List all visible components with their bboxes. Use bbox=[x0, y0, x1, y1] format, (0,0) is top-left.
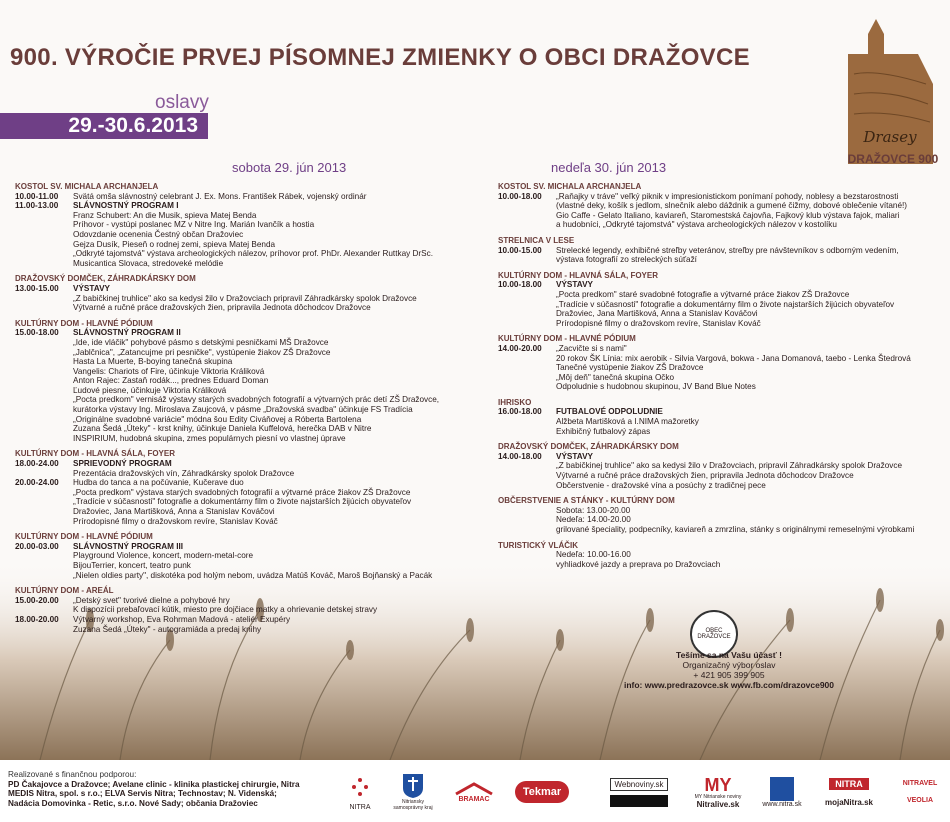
event-time: 10.00-11.00 bbox=[15, 191, 59, 201]
logo-script: Drasey bbox=[863, 128, 917, 146]
sponsor-logo-nitravel: NITRAVEL VEOLIA bbox=[902, 780, 938, 804]
schedule-line bbox=[15, 259, 439, 269]
event-detail: Gio Caffe - Gelato Italiano, kaviareň, Staromestská čajovňa, Fajkový klub výstava fajok, maliari bbox=[556, 210, 900, 220]
sponsor-logo-webnoviny: Webnoviny.sk bbox=[608, 770, 670, 814]
schedule-line bbox=[498, 354, 914, 364]
event-detail: „Z babičkinej truhlice" ako sa kedysi žilo v Dražovciach pripravil Záhradkársky spolok Dražovce bbox=[73, 293, 417, 303]
event-title: VÝSTAVY bbox=[556, 280, 594, 290]
event-time: 18.00-20.00 bbox=[15, 614, 59, 624]
venue-heading: DRAŽOVSKÝ DOMČEK, ZÁHRADKÁRSKY DOM bbox=[15, 274, 196, 284]
schedule-line bbox=[15, 338, 439, 348]
oslavy-label: oslavy bbox=[155, 92, 209, 113]
event-time: 11.00-13.00 bbox=[15, 201, 59, 211]
contact-block bbox=[604, 650, 854, 690]
event-title: SPRIEVODNÝ PROGRAM bbox=[73, 459, 172, 469]
schedule-line bbox=[15, 625, 439, 635]
schedule-line bbox=[498, 427, 914, 437]
schedule-line bbox=[498, 255, 914, 265]
event-detail: Tanečné vystúpenie žiakov ZŠ Dražovce bbox=[556, 363, 704, 373]
schedule-section bbox=[15, 274, 439, 312]
event-detail: „Ide, ide vláčik" pohybové pásmo s detskými pesničkami MŠ Dražovce bbox=[73, 337, 329, 347]
event-detail: a hudobníci, „Odkryté tajomstvá" výstava archeologických nálezov v kostolíku bbox=[556, 220, 837, 230]
event-detail: BijouTerrier, koncert, teatro punk bbox=[73, 560, 191, 570]
event-time: 14.00-20.00 bbox=[498, 343, 542, 353]
schedule-line bbox=[498, 407, 914, 417]
schedule-section bbox=[15, 182, 439, 268]
sponsor-logo-my: MY MY Nitrianske noviny Nitralive.sk bbox=[694, 774, 742, 809]
schedule-line bbox=[15, 551, 439, 561]
schedule-line bbox=[15, 596, 439, 606]
event-detail: Príhovor - vystúpi poslanec MZ v Nitre Ing. Marián Ivančík a hostia bbox=[73, 220, 315, 230]
event-detail: „Z babičkinej truhlice" ako sa kedysi žilo v Dražovciach, pripravil Záhradkársky spolok Dražovce bbox=[556, 461, 903, 471]
schedule-section bbox=[498, 334, 914, 392]
schedule-line bbox=[498, 211, 914, 221]
schedule-line bbox=[15, 571, 439, 581]
schedule-line bbox=[15, 415, 439, 425]
event-detail: „Nielen oldies party", diskotéka pod holým nebom, uvádza Matúš Kováč, Maroš Bojňanský a Pacák bbox=[73, 570, 433, 580]
venue-heading: KULTÚRNY DOM - HLAVNÁ SÁLA, FOYER bbox=[15, 449, 175, 459]
event-detail: Vangelis: Chariots of Fire, účinkuje Viktoria Králiková bbox=[73, 366, 265, 376]
event-detail: Dražoviec, Jana Martišková, Anna a Stanislav Kováčovi bbox=[556, 309, 758, 319]
schedule-line bbox=[15, 192, 439, 202]
contact-phone: + 421 905 399 905 bbox=[693, 670, 765, 680]
sponsor-logo-nsk: Nitriansky samosprávny kraj bbox=[388, 770, 438, 814]
schedule-line bbox=[498, 525, 914, 535]
event-detail: Prírodopisné filmy o dražovskom revíre, Stanislav Kováč bbox=[73, 516, 278, 526]
event-detail: Gejza Dusík, Pieseň o rodnej zemi, spieva Matej Benda bbox=[73, 239, 276, 249]
event-detail: Zuzana Šedá „Úteky" - krst knihy, účinkuje Daniela Kuffelová, herečka DAB v Nitre bbox=[73, 424, 372, 434]
sponsors-lead: Realizované s finančnou podporou: bbox=[8, 770, 137, 779]
venue-heading: KOSTOL SV. MICHALA ARCHANJELA bbox=[15, 182, 159, 191]
schedule-section bbox=[498, 496, 914, 534]
sponsors-text bbox=[8, 770, 300, 808]
venue-heading: KOSTOL SV. MICHALA ARCHANJELA bbox=[498, 182, 642, 191]
event-time: 14.00-18.00 bbox=[498, 451, 542, 461]
event-detail: Nedeľa: 10.00-16.00 bbox=[556, 550, 631, 560]
event-detail: Nedeľa: 14.00-20.00 bbox=[556, 515, 631, 525]
event-detail: Svätá omša slávnostný celebrant J. Ex. Mons. František Rábek, vojenský ordinár bbox=[73, 191, 367, 201]
venue-heading: KULTÚRNY DOM - HLAVNÉ PÓDIUM bbox=[15, 532, 153, 542]
schedule-line bbox=[15, 459, 439, 469]
schedule-section bbox=[498, 236, 914, 265]
schedule-line bbox=[15, 424, 439, 434]
day1-heading: sobota 29. jún 2013 bbox=[232, 160, 347, 175]
schedule-line bbox=[15, 348, 439, 358]
sponsor-logo-tekmar: Tekmar bbox=[512, 770, 572, 814]
schedule-line bbox=[15, 542, 439, 552]
event-time: 13.00-15.00 bbox=[15, 283, 59, 293]
schedule-line bbox=[498, 382, 914, 392]
schedule-line bbox=[498, 192, 914, 202]
event-detail: Exhibičný futbalový zápas bbox=[556, 426, 651, 436]
venue-heading: TURISTICKÝ VLÁČIK bbox=[498, 540, 578, 550]
event-detail: „Pocta predkom" vernisáž výstavy starých svadobných fotografií a výtvarných prác detí ZŠ Dražovce, bbox=[73, 395, 440, 405]
schedule-section bbox=[15, 532, 439, 580]
schedule-line bbox=[498, 560, 914, 570]
event-detail: Sobota: 13.00-20.00 bbox=[556, 505, 631, 515]
schedule-line bbox=[498, 373, 914, 383]
schedule-line bbox=[15, 395, 439, 405]
schedule-section bbox=[498, 398, 914, 436]
event-title: SLÁVNOSTNÝ PROGRAM III bbox=[73, 541, 184, 551]
schedule-line bbox=[498, 344, 914, 354]
schedule-line bbox=[15, 497, 439, 507]
venue-heading: KULTÚRNY DOM - HLAVNÉ PÓDIUM bbox=[498, 334, 636, 344]
event-detail: výstava fotografií zo streleckých súťaží bbox=[556, 255, 697, 265]
event-detail: grilované špeciality, podpecníky, kaviareň a zmrzlina, stánky s originálnymi remeselnými výrobkami bbox=[556, 525, 915, 534]
schedule-line bbox=[15, 220, 439, 230]
event-time: 18.00-24.00 bbox=[15, 459, 59, 469]
schedule-line bbox=[15, 605, 439, 615]
event-detail: „Môj deň" tanečná skupina Očko bbox=[556, 372, 675, 382]
sponsor-logo-bramac: BRAMAC bbox=[446, 770, 502, 814]
event-detail: Občerstvenie - dražovské vína a posúchy z tradičnej pece bbox=[556, 480, 766, 490]
schedule-line bbox=[15, 478, 439, 488]
event-detail: „Tradície v súčasnosti" fotografie a dokumentárny film o živote najstarších žijúcich obyvateľov bbox=[73, 497, 412, 507]
day1-schedule bbox=[15, 182, 439, 640]
venue-heading: KULTÚRNY DOM - AREÁL bbox=[15, 586, 114, 596]
schedule-line bbox=[498, 290, 914, 300]
schedule-line bbox=[498, 417, 914, 427]
schedule-line bbox=[15, 201, 439, 211]
event-detail: Výtvarný workshop, Eva Rohrman Madová - ateliér Exupéry bbox=[73, 614, 291, 624]
event-detail: „Tradície v súčasnosti" fotografie a dokumentárny film o živote najstarších žijúcich obyvateľov bbox=[556, 299, 895, 309]
event-detail: 20 rokov ŠK Línia: mix aerobik - Silvia Vargová, bokwa - Jana Domanová, taebo - Lenka Štedrová bbox=[556, 353, 911, 363]
event-detail: Výtvarné a ručné práce dražovských žien, pripravila Jednota dôchodcov Dražovce bbox=[556, 471, 854, 481]
event-detail: Hasta La Muerte, B-boying tanečná skupina bbox=[73, 357, 233, 367]
event-detail: Anton Rajec: Zastaň rodák..., prednes Eduard Doman bbox=[73, 376, 269, 386]
venue-heading: OBČERSTVENIE A STÁNKY - KULTÚRNY DOM bbox=[498, 496, 675, 506]
schedule-line bbox=[15, 211, 439, 221]
schedule-line bbox=[15, 434, 439, 444]
venue-heading: IHRISKO bbox=[498, 397, 532, 407]
event-time: 15.00-20.00 bbox=[15, 595, 59, 605]
event-title: SLÁVNOSTNÝ PROGRAM II bbox=[73, 328, 181, 338]
church-logo bbox=[838, 14, 948, 166]
event-detail: Prezentácia dražovských vín, Záhradkársky spolok Dražovce bbox=[73, 468, 295, 478]
schedule-line bbox=[498, 363, 914, 373]
date-banner: 29.-30.6.2013 bbox=[0, 113, 208, 139]
event-time: 15.00-18.00 bbox=[15, 328, 59, 338]
event-detail: K dispozícii prebaľovací kútik, miesto pre dojčiace matky a ohrievanie detskej stravy bbox=[73, 605, 378, 615]
municipal-seal: OBEC DRAŽOVCE bbox=[690, 610, 738, 658]
schedule-line bbox=[498, 461, 914, 471]
sponsors-line3: Nadácia Domovinka - Retic, s.r.o. Nové Sady; občania Dražoviec bbox=[8, 798, 258, 808]
schedule-line bbox=[15, 561, 439, 571]
event-detail: vyhliadkové jazdy a preprava po Dražovciach bbox=[556, 559, 721, 569]
event-detail: „Jablčnica", „Zatancujme pri pesničke", vystúpenie žiakov ZŠ Dražovce bbox=[73, 347, 331, 357]
schedule-line bbox=[498, 220, 914, 230]
sponsors-line2: MEDIS Nitra, spol. s r.o.; ELVA Servis Nitra; Technostav; N. Videnská; bbox=[8, 789, 277, 799]
event-time: 10.00-18.00 bbox=[498, 280, 542, 290]
event-detail: „Odkryté tajomstvá" výstava archeologických nálezov, príhovor prof. PhDr. Alexander Ruttkay DrSc. bbox=[73, 249, 433, 259]
venue-heading: KULTÚRNY DOM - HLAVNÁ SÁLA, FOYER bbox=[498, 270, 658, 280]
schedule-line bbox=[498, 280, 914, 290]
schedule-line bbox=[498, 201, 914, 211]
page-title: 900. VÝROČIE PRVEJ PÍSOMNEJ ZMIENKY O OBCI DRAŽOVCE bbox=[10, 44, 750, 71]
schedule-line bbox=[498, 309, 914, 319]
schedule-section bbox=[498, 442, 914, 490]
contact-organizer: Organizačný výbor oslav bbox=[682, 660, 776, 670]
event-time: 20.00-24.00 bbox=[15, 478, 59, 488]
schedule-line bbox=[498, 550, 914, 560]
event-detail: Zuzana Šedá „Úteky" - autogramiáda a predaj knihy bbox=[73, 624, 262, 634]
event-time: 10.00-18.00 bbox=[498, 191, 542, 201]
event-detail: Musicantica Slovaca, stredoveké melódie bbox=[73, 258, 224, 268]
event-detail: Odpoludnie s hudobnou skupinou, JV Band Blue Notes bbox=[556, 382, 756, 392]
logo-label: DRAŽOVCE 900 bbox=[847, 152, 939, 166]
schedule-line bbox=[498, 452, 914, 462]
schedule-line bbox=[15, 249, 439, 259]
event-detail: Alžbeta Martišková a I.NIMA mažoretky bbox=[556, 417, 699, 427]
event-title: VÝSTAVY bbox=[556, 451, 594, 461]
schedule-line bbox=[15, 517, 439, 527]
schedule-line bbox=[498, 471, 914, 481]
schedule-line bbox=[15, 367, 439, 377]
event-detail: (vlastné deky, košík s jedlom, slnečník alebo dáždnik a gumené čižmy, dobové oblečenie vítané!) bbox=[556, 201, 908, 211]
event-time: 10.00-15.00 bbox=[498, 245, 542, 255]
event-detail: „Raňajky v tráve" veľký piknik v impresionistickom ponímaní pohody, noblesy a bezstarostnosti bbox=[556, 191, 899, 201]
event-detail: „Pocta predkom" výstava starých svadobných fotografií a výtvarné práce žiakov ZŠ Dražovce bbox=[73, 487, 411, 497]
event-title: VÝSTAVY bbox=[73, 283, 111, 293]
schedule-line bbox=[15, 615, 439, 625]
schedule-line bbox=[15, 507, 439, 517]
schedule-section bbox=[15, 586, 439, 634]
schedule-line bbox=[15, 328, 439, 338]
contact-greeting: Tešíme sa na Vašu účasť ! bbox=[676, 650, 782, 660]
event-detail: Odovzdanie ocenenia Čestný občan Dražoviec bbox=[73, 229, 244, 239]
event-time bbox=[498, 506, 556, 516]
event-detail: INSPIRIUM, hudobná skupina, zmes populárnych piesní vo vlastnej úprave bbox=[73, 433, 346, 443]
event-detail: „Originálne svadobné variácie" módna šou Edity Civáňovej a Róberta Bartolena bbox=[73, 414, 362, 424]
sponsor-logo-nitrask: www.nitra.sk bbox=[760, 770, 804, 814]
event-detail: „Zacvičte si s nami" bbox=[556, 343, 627, 353]
schedule-line bbox=[15, 294, 439, 304]
schedule-line bbox=[498, 481, 914, 491]
schedule-line bbox=[15, 284, 439, 294]
event-detail: Prírodopisné filmy o dražovskom revíre, Stanislav Kováč bbox=[556, 318, 761, 328]
schedule-line bbox=[498, 506, 914, 516]
schedule-section bbox=[498, 541, 914, 570]
event-detail: „Pocta predkom" staré svadobné fotografie a výtvarné práce žiakov ZŠ Dražovce bbox=[556, 289, 850, 299]
schedule-line bbox=[15, 405, 439, 415]
schedule-line bbox=[15, 376, 439, 386]
schedule-line bbox=[15, 357, 439, 367]
schedule-line bbox=[15, 469, 439, 479]
venue-heading: KULTÚRNY DOM - HLAVNÉ PÓDIUM bbox=[15, 318, 153, 328]
event-detail: Ľudové piesne, účinkuje Viktoria Králiková bbox=[73, 385, 227, 395]
event-detail: Hudba do tanca a na počúvanie, Kučerave duo bbox=[73, 478, 244, 488]
event-detail: Výtvarné a ručné práce dražovských žien, pripravila Jednota dôchodcov Dražovce bbox=[73, 303, 371, 313]
schedule-line bbox=[498, 515, 914, 525]
event-time: 20.00-03.00 bbox=[15, 541, 59, 551]
schedule-section bbox=[498, 182, 914, 230]
schedule-section bbox=[498, 271, 914, 329]
event-detail: kurátorka výstavy Ing. Miroslava Zaujcová, v pásme „Dražovská svadba" účinkuje FS Tradícia bbox=[73, 405, 413, 415]
schedule-line bbox=[15, 240, 439, 250]
sponsor-logo-mojanitra: NITRA mojaNitra.sk bbox=[824, 778, 874, 807]
schedule-section bbox=[15, 319, 439, 444]
event-title: SLÁVNOSTNÝ PROGRAM I bbox=[73, 201, 179, 211]
event-time bbox=[498, 550, 556, 560]
schedule-line bbox=[498, 246, 914, 256]
sponsor-logo-nitra: NITRA bbox=[338, 770, 382, 814]
event-detail: „Detský svet" tvorivé dielne a pohybové hry bbox=[73, 595, 230, 605]
contact-web[interactable]: info: www.predrazovce.sk www.fb.com/drazovce900 bbox=[623, 680, 835, 690]
event-detail: Franz Schubert: An die Musik, spieva Matej Benda bbox=[73, 210, 257, 220]
event-detail: Playground Violence, koncert, modern-metal-core bbox=[73, 551, 254, 561]
schedule-line bbox=[498, 300, 914, 310]
schedule-line bbox=[15, 230, 439, 240]
day2-heading: nedeľa 30. jún 2013 bbox=[551, 160, 667, 175]
event-time: 16.00-18.00 bbox=[498, 407, 542, 417]
venue-heading: STRELNICA V LESE bbox=[498, 235, 575, 245]
day2-schedule bbox=[498, 182, 914, 575]
schedule-section bbox=[15, 449, 439, 526]
schedule-line bbox=[15, 488, 439, 498]
venue-heading: DRAŽOVSKÝ DOMČEK, ZÁHRADKÁRSKY DOM bbox=[498, 442, 679, 452]
event-title: FUTBALOVÉ ODPOLUDNIE bbox=[556, 407, 663, 417]
sponsors-line1: PD Čakajovce a Dražovce; Avelane clinic - klinika plastickej chirurgie, Nitra bbox=[8, 779, 300, 789]
schedule-line bbox=[15, 303, 439, 313]
event-detail: Dražoviec, Jana Martišková, Anna a Stanislav Kováčovi bbox=[73, 507, 275, 516]
schedule-line bbox=[498, 319, 914, 329]
event-detail: Strelecké legendy, exhibičné streľby veteránov, streľby pre návštevníkov s odborným vedením, bbox=[556, 245, 899, 255]
